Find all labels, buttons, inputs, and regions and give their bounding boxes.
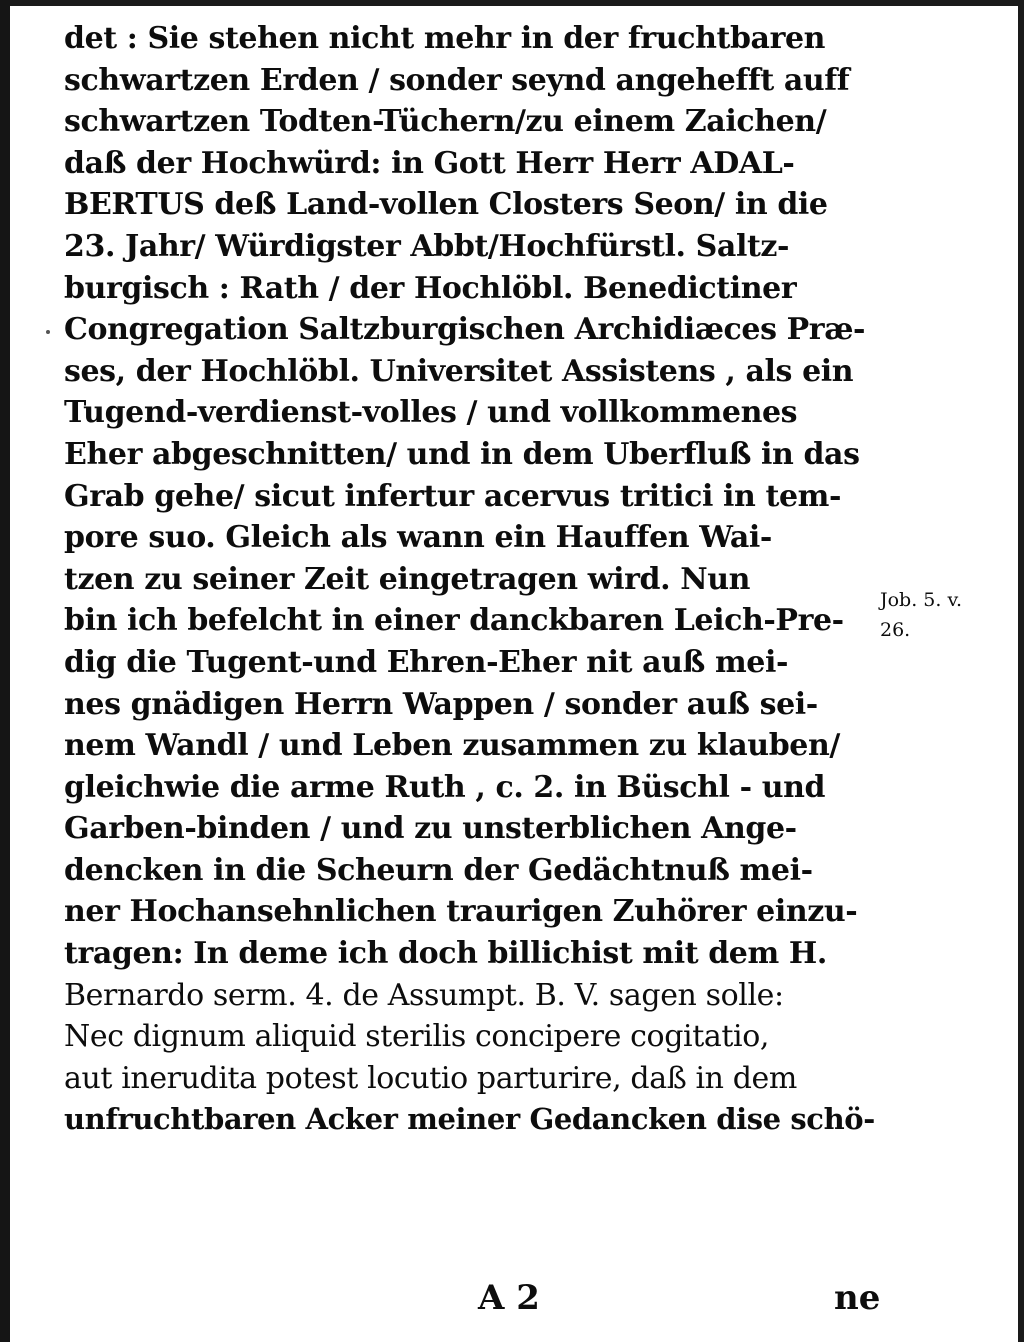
text-line: Eher abgeschnitten/ und in dem Uberfluß in das [64,436,860,472]
text-line: schwartzen Todten-Tüchern/zu einem Zaichen/ [64,104,827,140]
signature-mark: A 2 [478,1278,540,1318]
text-line: Congregation Saltzburgischen Archidiæces Præ- [64,312,866,348]
text-line: burgisch : Rath / der Hochlöbl. Benedictiner [64,270,797,306]
text-line: nem Wandl / und Leben zusammen zu klauben/ [64,728,840,764]
margin-note-line: Job. 5. v. [880,589,962,611]
text-line: dencken in die Scheurn der Gedächtnuß mei- [64,852,813,888]
text-line: nes gnädigen Herrn Wappen / sonder auß sei- [64,686,818,722]
page-footer [0,1278,1024,1328]
catchword: ne [834,1278,881,1318]
text-line: daß der Hochwürd: in Gott Herr Herr ADAL- [64,145,795,181]
film-edge-right [1018,0,1024,1342]
margin-note-line: 26. [880,619,911,641]
margin-dot [46,330,50,334]
text-line: gleichwie die arme Ruth , c. 2. in Büschl - und [64,769,826,805]
text-line: Grab gehe/ sicut infertur acervus tritici in tem- [64,478,842,514]
text-line: Bernardo serm. 4. de Assumpt. B. V. sagen solle: [64,977,784,1013]
margin-note [880,585,1010,645]
film-edge-left [0,0,10,1342]
text-line: 23. Jahr/ Würdigster Abbt/Hochfürstl. Saltz- [64,228,790,264]
text-line: unfruchtbaren Acker meiner Gedancken dise schö- [64,1102,875,1137]
text-line: det : Sie stehen nicht mehr in der fruchtbaren [64,21,826,56]
text-line: ses, der Hochlöbl. Universitet Assistens , als ein [64,353,854,389]
text-line: Nec dignum aliquid sterilis concipere cogitatio, [64,1019,769,1055]
text-line: schwartzen Erden / sonder seynd angehefft auff [64,62,850,98]
body-text [64,18,876,1141]
text-line: tragen: In deme ich doch billichist mit dem H. [64,936,827,972]
text-line: bin ich befelcht in einer danckbaren Leich-Pre- [64,603,844,639]
text-line: aut inerudita potest locutio parturire, daß in dem [64,1060,797,1096]
text-line: Garben-binden / und zu unsterblichen Ange- [64,811,797,847]
text-line: tzen zu seiner Zeit eingetragen wird. Nun [64,561,751,597]
text-line: Tugend-verdienst-volles / und vollkommenes [64,395,798,431]
text-line: ner Hochansehnlichen traurigen Zuhörer einzu- [64,894,858,930]
text-line: pore suo. Gleich als wann ein Hauffen Wai- [64,520,772,556]
text-line: dig die Tugent-und Ehren-Eher nit auß mei- [64,644,789,680]
film-edge-top [0,0,1024,6]
text-line: BERTUS deß Land-vollen Closters Seon/ in die [64,187,828,223]
